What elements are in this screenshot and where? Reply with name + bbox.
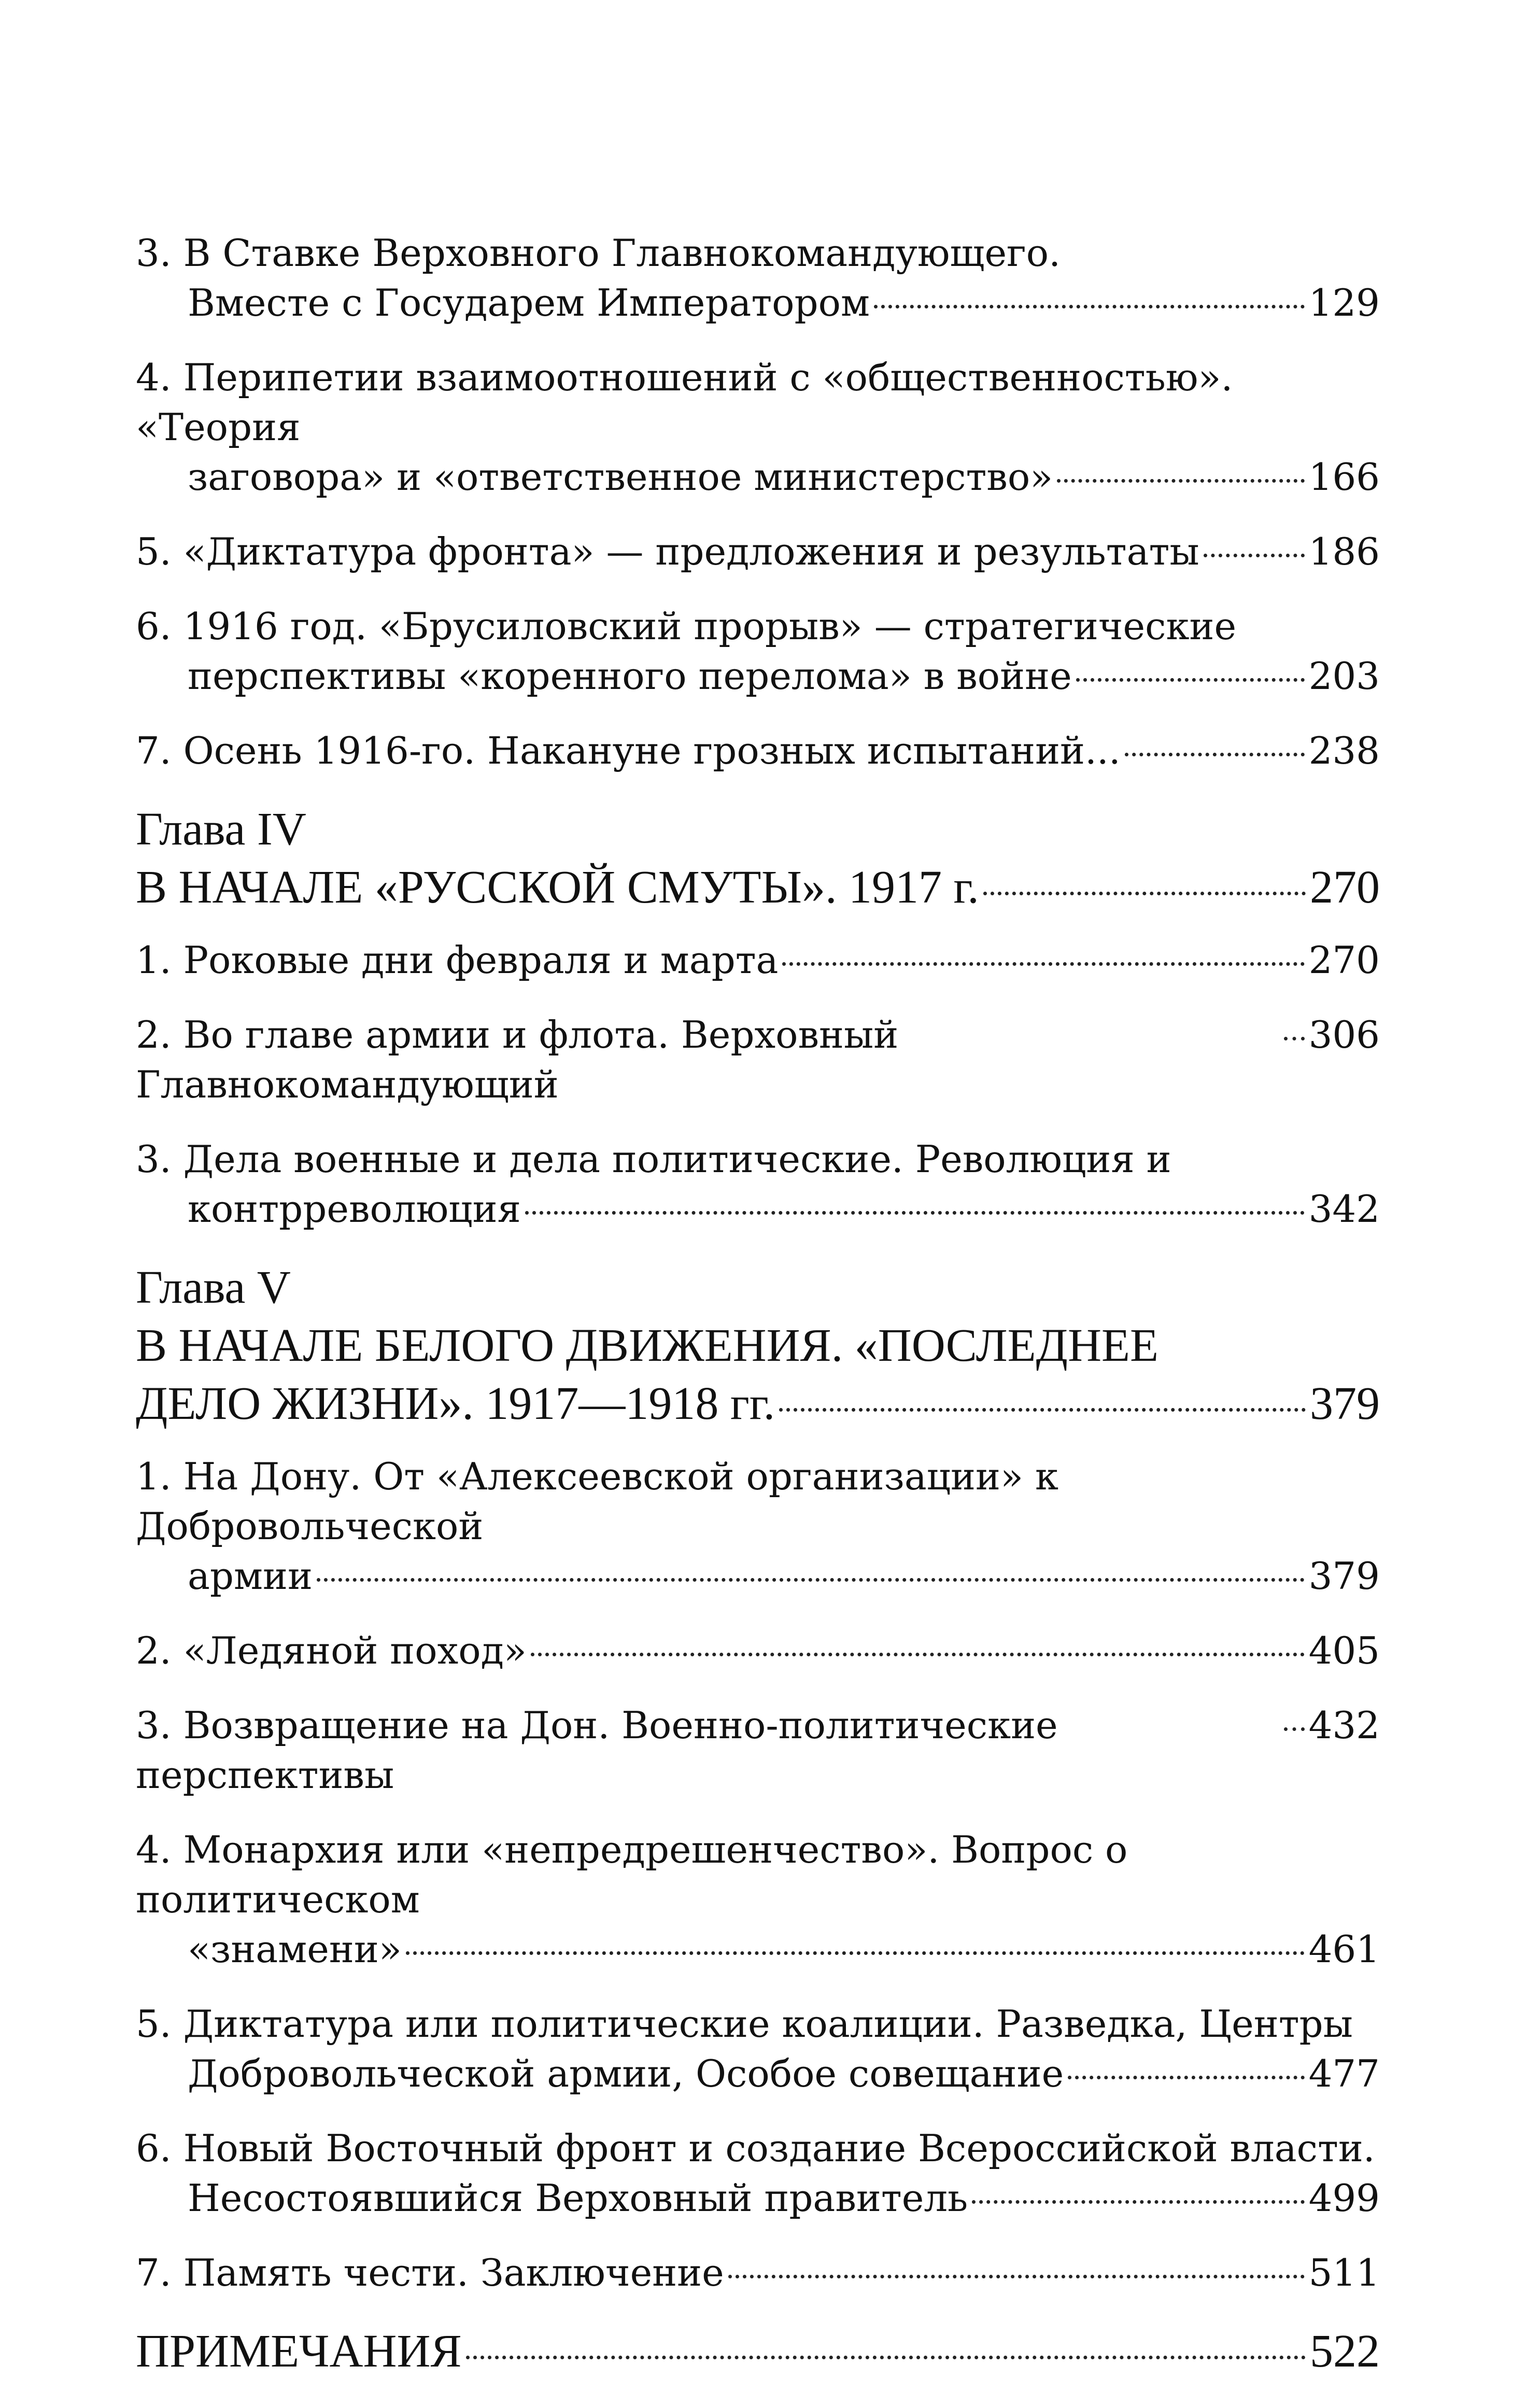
- toc-entry: [136, 2123, 1380, 2223]
- toc-entry: [136, 1700, 1380, 1800]
- toc-entry-title-line1: 6. 1916 год. «Брусиловский прорыв» — стратегические: [136, 604, 1237, 648]
- dot-leader: [406, 1951, 1305, 1955]
- chapter-title-line2: ДЕЛО ЖИЗНИ». 1917—1918 гг.: [136, 1378, 775, 1429]
- toc-entry: [136, 1010, 1380, 1109]
- toc-entry: [136, 601, 1380, 701]
- toc-entry: [136, 1626, 1380, 1675]
- toc-entry: [136, 726, 1380, 776]
- chapter-heading: Глава IV: [136, 804, 306, 855]
- dot-leader: [1057, 479, 1304, 483]
- dot-leader: [972, 2200, 1304, 2204]
- dot-leader: [531, 1653, 1305, 1656]
- toc-entry-title-line2: Вместе с Государем Императором: [188, 281, 870, 325]
- page-number: 166: [1308, 455, 1380, 499]
- page-number: 306: [1308, 1013, 1380, 1057]
- dot-leader: [779, 1408, 1306, 1412]
- toc-entry-title-line1: 3. В Ставке Верховного Главнокомандующего.: [136, 231, 1061, 275]
- toc-entry-title: 7. Память чести. Заключение: [136, 2251, 724, 2294]
- toc-entry-title: 5. «Диктатура фронта» — предложения и результаты: [136, 530, 1199, 573]
- toc-entry-title-line1: 4. Перипетии взаимоотношений с «общественностью». «Теория: [136, 356, 1233, 449]
- page-number: 379: [1310, 1378, 1380, 1429]
- toc-entry-title: 7. Осень 1916-го. Накануне грозных испытаний...: [136, 729, 1121, 772]
- page-number: 203: [1308, 654, 1380, 698]
- page-number: 342: [1308, 1187, 1380, 1231]
- toc-entry-title-line1: 5. Диктатура или политические коалиции. Разведка, Центры: [136, 2002, 1353, 2046]
- toc-entry-title-line1: 3. Дела военные и дела политические. Революция и: [136, 1137, 1171, 1181]
- toc-entry-title: 1. Роковые дни февраля и марта: [136, 938, 779, 982]
- page-number: 477: [1308, 2052, 1380, 2095]
- toc-entry-title-line2: «знамени»: [188, 1927, 402, 1971]
- dot-leader: [1125, 753, 1305, 756]
- page-number: 379: [1308, 1554, 1380, 1598]
- page-number: 405: [1308, 1629, 1380, 1672]
- toc-entry: [136, 935, 1380, 985]
- table-of-contents: [136, 228, 1380, 2381]
- toc-entry-title-line2: Добровольческой армии, Особое совещание: [188, 2052, 1064, 2095]
- chapter-heading: Глава V: [136, 1262, 291, 1313]
- toc-entry-title: 3. Возвращение на Дон. Военно-политические перспективы: [136, 1703, 1058, 1797]
- toc-entry: [136, 353, 1380, 502]
- toc-entry-title-line1: 6. Новый Восточный фронт и создание Всероссийской власти.: [136, 2127, 1375, 2170]
- toc-entry: [136, 1825, 1380, 1974]
- dot-leader: [1076, 678, 1305, 682]
- toc-entry-title-line2: заговора» и «ответственное министерство»: [188, 455, 1053, 499]
- toc-entry: [136, 2248, 1380, 2298]
- toc-entry-title-line2: армии: [188, 1554, 313, 1598]
- dot-leader: [728, 2275, 1305, 2278]
- dot-leader: [525, 1211, 1305, 1215]
- dot-leader: [317, 1578, 1305, 1582]
- chapter-4-header: [136, 800, 1380, 917]
- page-number: 499: [1308, 2176, 1380, 2220]
- chapter-title: В НАЧАЛЕ «РУССКОЙ СМУТЫ». 1917 г.: [136, 862, 979, 913]
- page-number: 186: [1308, 530, 1380, 573]
- chapter-title-line1: В НАЧАЛЕ БЕЛОГО ДВИЖЕНИЯ. «ПОСЛЕДНЕЕ: [136, 1320, 1158, 1371]
- dot-leader: [1204, 554, 1305, 557]
- page-number: 238: [1308, 729, 1380, 772]
- notes-entry: [136, 2322, 1380, 2381]
- toc-entry-title-line2: перспективы «коренного перелома» в войне: [188, 654, 1072, 698]
- notes-label: ПРИМЕЧАНИЯ: [136, 2326, 462, 2377]
- toc-entry: [136, 1452, 1380, 1601]
- toc-entry-title-line2: контрреволюция: [188, 1187, 521, 1231]
- dot-leader: [782, 962, 1304, 966]
- dot-leader: [1284, 1727, 1305, 1731]
- toc-entry: [136, 228, 1380, 328]
- toc-entry: [136, 1134, 1380, 1234]
- page-number: 129: [1308, 281, 1380, 325]
- dot-leader: [1284, 1037, 1305, 1040]
- toc-entry: [136, 527, 1380, 576]
- page-number: 270: [1310, 862, 1380, 913]
- page-number: 461: [1308, 1927, 1380, 1971]
- page-number: 522: [1310, 2326, 1380, 2377]
- toc-entry-title-line1: 4. Монархия или «непредрешенчество». Вопрос о политическом: [136, 1828, 1128, 1921]
- toc-entry-title-line1: 1. На Дону. От «Алексеевской организации» к Добровольческой: [136, 1455, 1058, 1548]
- toc-entry-title-line2: Несостоявшийся Верховный правитель: [188, 2176, 968, 2220]
- dot-leader: [874, 305, 1305, 308]
- page-number: 511: [1308, 2251, 1380, 2294]
- page-number: 270: [1308, 938, 1380, 982]
- toc-entry-title: 2. Во главе армии и флота. Верховный Главнокомандующий: [136, 1013, 899, 1106]
- toc-entry-title: 2. «Ледяной поход»: [136, 1629, 527, 1672]
- dot-leader: [466, 2356, 1306, 2359]
- page-number: 432: [1308, 1703, 1380, 1747]
- chapter-5-header: [136, 1259, 1380, 1433]
- dot-leader: [1068, 2076, 1304, 2079]
- toc-entry: [136, 1999, 1380, 2099]
- dot-leader: [983, 892, 1306, 895]
